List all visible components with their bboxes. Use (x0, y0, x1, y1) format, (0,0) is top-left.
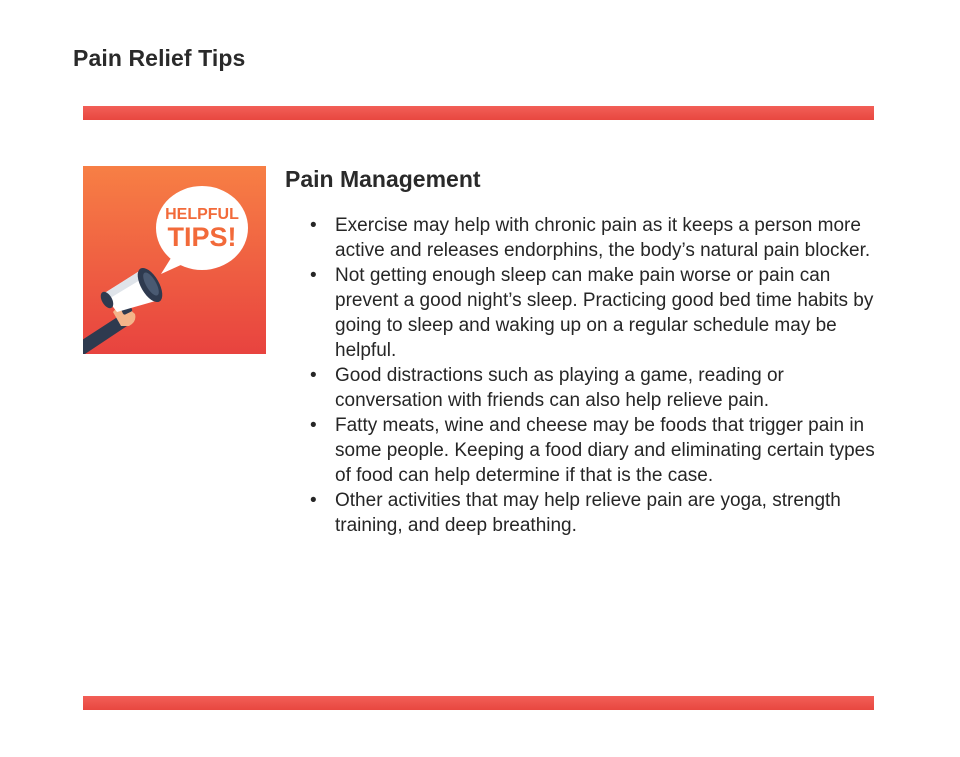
top-divider (83, 106, 874, 120)
bubble-line-1: HELPFUL (165, 206, 239, 223)
list-item (285, 213, 880, 263)
page-title: Pain Relief Tips (73, 45, 246, 71)
tips-list (285, 213, 885, 538)
tip-text: Exercise may help with chronic pain as it keeps a person more active and releases endorphins, the body’s natural pain blocker. (335, 215, 871, 261)
helpful-tips-illustration (83, 166, 266, 354)
tip-text: Not getting enough sleep can make pain worse or pain can prevent a good night’s sleep. Practicing good bed time habits by going to sleep and waking up on a regular schedule may be helpful. (335, 265, 874, 361)
bottom-divider (83, 696, 874, 710)
pain-management-section (285, 166, 885, 538)
bullet-icon: • (310, 415, 317, 436)
tip-text: Good distractions such as playing a game, reading or conversation with friends can also help relieve pain. (335, 365, 784, 411)
list-item (285, 488, 880, 538)
bullet-icon: • (310, 215, 317, 236)
list-item (285, 363, 880, 413)
list-item (285, 413, 880, 488)
bullet-icon: • (310, 490, 317, 511)
bullet-icon: • (310, 265, 317, 286)
tip-text: Other activities that may help relieve pain are yoga, strength training, and deep breathing. (335, 490, 841, 536)
list-item (285, 263, 880, 363)
section-heading: Pain Management (285, 166, 481, 192)
bubble-line-2: TIPS! (167, 222, 237, 252)
bullet-icon: • (310, 365, 317, 386)
tip-text: Fatty meats, wine and cheese may be foods that trigger pain in some people. Keeping a food diary and eliminating certain types of food can help determine if that is the case. (335, 415, 875, 486)
